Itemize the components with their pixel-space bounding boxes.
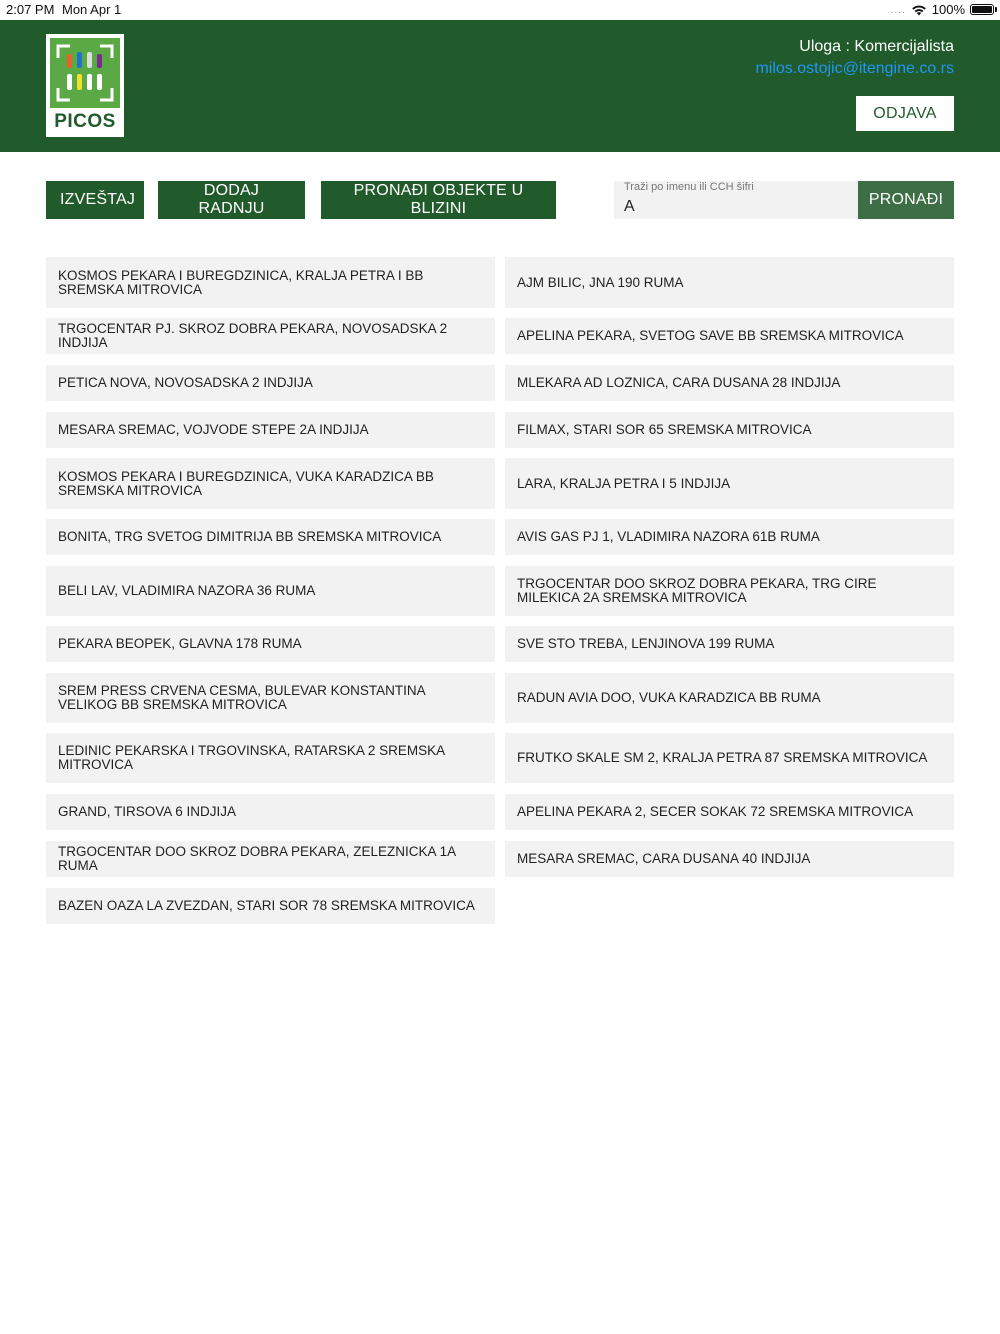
report-button[interactable]: IZVEŠTAJ	[46, 181, 144, 219]
user-role: Uloga : Komercijalista	[799, 38, 954, 55]
wifi-icon	[911, 4, 927, 16]
logo-text: PICOS	[54, 111, 116, 132]
search-button[interactable]: PRONAĐI	[858, 181, 954, 219]
store-item[interactable]: TRGOCENTAR DOO SKROZ DOBRA PEKARA, ZELEZNICKA 1A RUMA	[46, 841, 495, 877]
logout-button[interactable]: ODJAVA	[856, 96, 954, 131]
user-email-link[interactable]: milos.ostojic@itengine.co.rs	[755, 60, 954, 77]
signal-dots: ....	[890, 5, 906, 16]
store-item[interactable]: MESARA SREMAC, CARA DUSANA 40 INDJIJA	[505, 841, 954, 877]
store-item[interactable]: SREM PRESS CRVENA CESMA, BULEVAR KONSTANTINA VELIKOG BB SREMSKA MITROVICA	[46, 673, 495, 723]
picos-logo[interactable]	[46, 34, 124, 137]
store-item[interactable]: RADUN AVIA DOO, VUKA KARADZICA BB RUMA	[505, 673, 954, 723]
store-item[interactable]: AJM BILIC, JNA 190 RUMA	[505, 257, 954, 308]
store-item[interactable]: BAZEN OAZA LA ZVEZDAN, STARI SOR 78 SREMSKA MITROVICA	[46, 888, 495, 924]
store-item[interactable]: APELINA PEKARA 2, SECER SOKAK 72 SREMSKA MITROVICA	[505, 794, 954, 830]
store-item[interactable]: KOSMOS PEKARA I BUREGDZINICA, VUKA KARADZICA BB SREMSKA MITROVICA	[46, 458, 495, 509]
store-item[interactable]: KOSMOS PEKARA I BUREGDZINICA, KRALJA PETRA I BB SREMSKA MITROVICA	[46, 257, 495, 308]
add-store-button[interactable]: DODAJ RADNJU	[158, 181, 305, 219]
store-item[interactable]: BONITA, TRG SVETOG DIMITRIJA BB SREMSKA MITROVICA	[46, 519, 495, 555]
store-item[interactable]: PETICA NOVA, NOVOSADSKA 2 INDJIJA	[46, 365, 495, 401]
status-right	[891, 2, 994, 17]
store-item[interactable]: LARA, KRALJA PETRA I 5 INDJIJA	[505, 458, 954, 509]
store-item[interactable]: PEKARA BEOPEK, GLAVNA 178 RUMA	[46, 626, 495, 662]
store-item[interactable]: TRGOCENTAR PJ. SKROZ DOBRA PEKARA, NOVOSADSKA 2 INDJIJA	[46, 318, 495, 354]
find-nearby-button[interactable]: PRONAĐI OBJEKTE U BLIZINI	[321, 181, 556, 219]
status-time: 2:07 PM	[6, 2, 55, 17]
app-header	[0, 20, 1000, 152]
store-item[interactable]: MESARA SREMAC, VOJVODE STEPE 2A INDJIJA	[46, 412, 495, 448]
search-field[interactable]	[614, 181, 858, 219]
store-item[interactable]: MLEKARA AD LOZNICA, CARA DUSANA 28 INDJIJA	[505, 365, 954, 401]
store-item[interactable]: FILMAX, STARI SOR 65 SREMSKA MITROVICA	[505, 412, 954, 448]
store-item[interactable]: SVE STO TREBA, LENJINOVA 199 RUMA	[505, 626, 954, 662]
battery-percent: 100%	[931, 2, 965, 17]
logo-emblem	[50, 38, 120, 108]
search-label: Traži po imenu ili CCH šifri	[624, 181, 754, 193]
bottles-icon	[50, 38, 120, 108]
battery-icon	[970, 4, 994, 15]
status-bar	[0, 0, 1000, 20]
store-item[interactable]: TRGOCENTAR DOO SKROZ DOBRA PEKARA, TRG CIRE MILEKICA 2A SREMSKA MITROVICA	[505, 566, 954, 616]
store-item[interactable]: GRAND, TIRSOVA 6 INDJIJA	[46, 794, 495, 830]
store-item[interactable]: FRUTKO SKALE SM 2, KRALJA PETRA 87 SREMSKA MITROVICA	[505, 733, 954, 783]
store-item[interactable]: LEDINIC PEKARSKA I TRGOVINSKA, RATARSKA 2 SREMSKA MITROVICA	[46, 733, 495, 783]
search-input[interactable]	[614, 195, 858, 219]
battery-level	[972, 6, 992, 13]
store-item[interactable]: AVIS GAS PJ 1, VLADIMIRA NAZORA 61B RUMA	[505, 519, 954, 555]
status-date: Mon Apr 1	[62, 2, 122, 17]
store-item[interactable]: APELINA PEKARA, SVETOG SAVE BB SREMSKA MITROVICA	[505, 318, 954, 354]
store-item[interactable]: BELI LAV, VLADIMIRA NAZORA 36 RUMA	[46, 566, 495, 616]
